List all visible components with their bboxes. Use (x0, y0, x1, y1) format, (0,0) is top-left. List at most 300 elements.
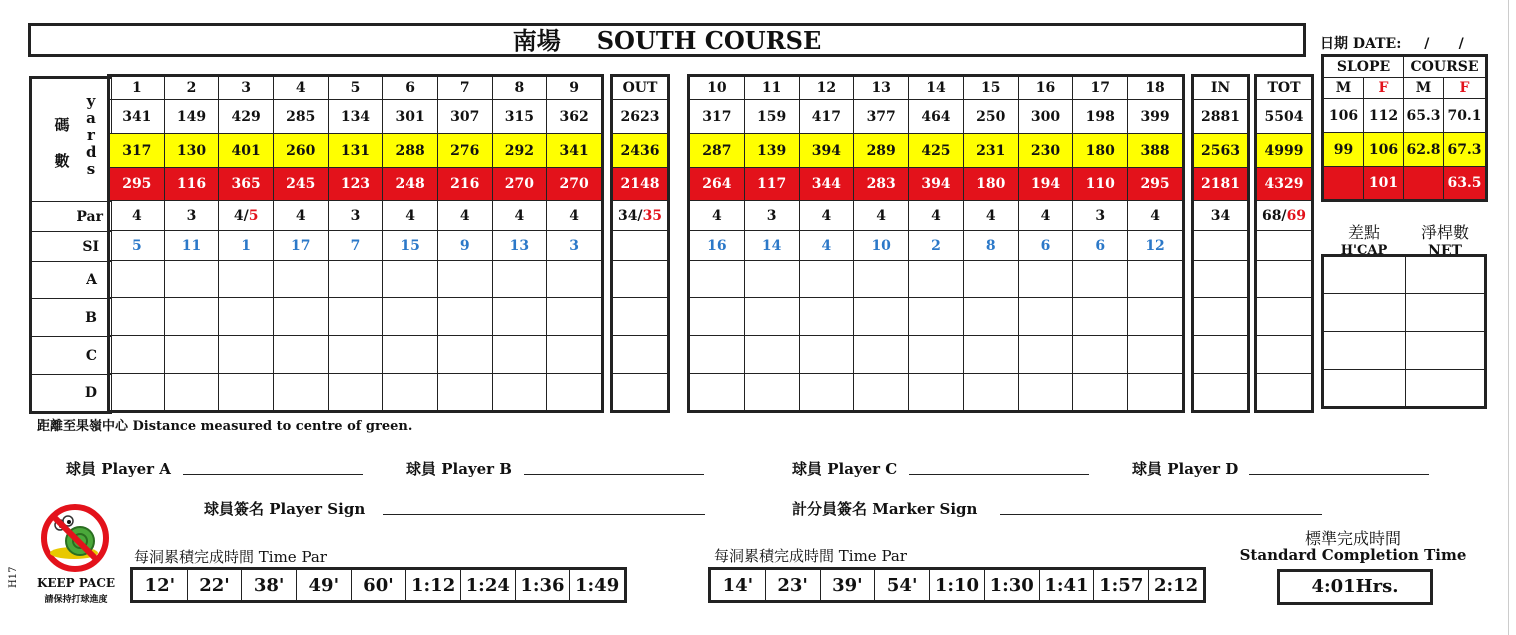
out-score-c[interactable] (613, 336, 668, 374)
par-9: 4 (547, 201, 602, 231)
score-a-hole-9[interactable] (547, 261, 602, 298)
si-8: 13 (492, 231, 547, 261)
out-score-b[interactable] (613, 298, 668, 336)
hole-number-9: 9 (547, 77, 602, 100)
keep-pace-text: KEEP PACE (36, 576, 116, 590)
red-yards-14: 394 (909, 168, 964, 201)
player-b-name-line[interactable] (524, 474, 704, 475)
score-b-hole-15[interactable] (963, 298, 1018, 336)
si-2: 11 (164, 231, 219, 261)
score-a-hole-1[interactable] (110, 261, 165, 298)
yellow-yards-8: 292 (492, 134, 547, 168)
si-18: 12 (1128, 231, 1183, 261)
score-c-hole-1[interactable] (110, 336, 165, 374)
score-d-hole-4[interactable] (273, 374, 328, 411)
title-en: SOUTH COURSE (596, 26, 822, 55)
score-b-hole-4[interactable] (273, 298, 328, 336)
in-score-c[interactable] (1194, 336, 1248, 374)
score-d-hole-14[interactable] (909, 374, 964, 411)
time-par-back-1: 14' (711, 570, 766, 601)
red-yards-13: 283 (854, 168, 909, 201)
si-9: 3 (547, 231, 602, 261)
score-c-hole-15[interactable] (963, 336, 1018, 374)
white-yards-13: 377 (854, 100, 909, 134)
tot-yellow: 4999 (1257, 134, 1312, 168)
rating-table (1323, 56, 1486, 200)
score-b-hole-14[interactable] (909, 298, 964, 336)
white-yards-7: 307 (437, 100, 492, 134)
course-header: COURSE (1404, 57, 1486, 78)
in-yellow: 2563 (1194, 134, 1248, 168)
red-yards-8: 270 (492, 168, 547, 201)
red-yards-7: 216 (437, 168, 492, 201)
in-red: 2181 (1194, 168, 1248, 201)
date-slashes: / / (1424, 36, 1464, 52)
red-yards-10: 264 (690, 168, 745, 201)
in-score-b[interactable] (1194, 298, 1248, 336)
slope-m-red (1324, 167, 1364, 200)
net-a-cell[interactable] (1406, 257, 1485, 294)
si-label: SI (31, 232, 112, 262)
red-yards-17: 110 (1073, 168, 1128, 201)
par-3 (219, 201, 274, 231)
hole-number-3: 3 (219, 77, 274, 100)
par-label: Par (31, 202, 112, 232)
time-par-back-label: 每洞累積完成時間 Time Par (714, 547, 907, 565)
tot-par-red: 69 (1286, 207, 1307, 224)
score-c-hole-4[interactable] (273, 336, 328, 374)
white-yards-3: 429 (219, 100, 274, 134)
white-yards-12: 417 (799, 100, 854, 134)
si-15: 8 (963, 231, 1018, 261)
hole-number-18: 18 (1128, 77, 1183, 100)
time-par-front-6: 1:12 (406, 570, 461, 601)
par-3-red: 5 (248, 207, 259, 224)
score-d-hole-10[interactable] (690, 374, 745, 411)
time-par-back-7: 1:41 (1039, 570, 1094, 601)
score-b-hole-1[interactable] (110, 298, 165, 336)
tot-par (1257, 201, 1312, 231)
score-d-hole-11[interactable] (744, 374, 799, 411)
player-c-label: C (31, 337, 112, 375)
yards-label-en: yards (86, 92, 97, 178)
red-yards-12: 344 (799, 168, 854, 201)
red-yards-2: 116 (164, 168, 219, 201)
red-yards-1: 295 (110, 168, 165, 201)
red-yards-15: 180 (963, 168, 1018, 201)
hcap-en: H'CAP (1340, 243, 1388, 258)
si-7: 9 (437, 231, 492, 261)
score-d-hole-16[interactable] (1018, 374, 1073, 411)
score-d-hole-8[interactable] (492, 374, 547, 411)
title-zh: 南場 (512, 26, 561, 55)
score-d-hole-18[interactable] (1128, 374, 1183, 411)
par-17: 3 (1073, 201, 1128, 231)
player-a-name-label: 球員 Player A (66, 460, 171, 478)
score-a-hole-5[interactable] (328, 261, 383, 298)
hole-number-6: 6 (383, 77, 438, 100)
score-c-hole-16[interactable] (1018, 336, 1073, 374)
score-b-hole-5[interactable] (328, 298, 383, 336)
time-par-front-3: 38' (242, 570, 297, 601)
slope-f-yellow: 106 (1364, 133, 1404, 167)
time-par-front-7: 1:24 (460, 570, 515, 601)
score-d-hole-5[interactable] (328, 374, 383, 411)
yellow-yards-10: 287 (690, 134, 745, 168)
yellow-yards-4: 260 (273, 134, 328, 168)
white-yards-2: 149 (164, 100, 219, 134)
marker-sign-line[interactable] (1000, 514, 1322, 515)
player-b-name-label: 球員 Player B (406, 460, 512, 478)
hcap-d-cell[interactable] (1324, 370, 1406, 407)
hole-number-17: 17 (1073, 77, 1128, 100)
time-par-front-table (132, 569, 625, 601)
net-b-cell[interactable] (1406, 294, 1485, 332)
score-b-hole-13[interactable] (854, 298, 909, 336)
score-b-hole-2[interactable] (164, 298, 219, 336)
front-nine-table (109, 76, 602, 411)
score-d-hole-15[interactable] (963, 374, 1018, 411)
score-b-hole-17[interactable] (1073, 298, 1128, 336)
slope-m-header: M (1324, 78, 1364, 99)
slope-header: SLOPE (1324, 57, 1404, 78)
hole-number-8: 8 (492, 77, 547, 100)
score-c-hole-3[interactable] (219, 336, 274, 374)
out-score-a[interactable] (613, 261, 668, 298)
red-yards-11: 117 (744, 168, 799, 201)
white-yards-9: 362 (547, 100, 602, 134)
tot-score-d[interactable] (1257, 374, 1312, 411)
time-par-back-5: 1:10 (930, 570, 985, 601)
yellow-yards-14: 425 (909, 134, 964, 168)
net-label (1405, 220, 1485, 259)
slope-f-header: F (1364, 78, 1404, 99)
si-5: 7 (328, 231, 383, 261)
net-zh: 淨桿數 (1420, 223, 1469, 242)
slope-f-white: 112 (1364, 99, 1404, 133)
hole-number-10: 10 (690, 77, 745, 100)
out-score-d[interactable] (613, 374, 668, 411)
out-header: OUT (613, 77, 668, 100)
tot-score-c[interactable] (1257, 336, 1312, 374)
red-yards-6: 248 (383, 168, 438, 201)
score-a-hole-4[interactable] (273, 261, 328, 298)
slope-f-red: 101 (1364, 167, 1404, 200)
score-d-hole-7[interactable] (437, 374, 492, 411)
score-b-hole-11[interactable] (744, 298, 799, 336)
hcap-a-cell[interactable] (1324, 257, 1406, 294)
par-4: 4 (273, 201, 328, 231)
player-sign-label: 球員簽名 Player Sign (204, 500, 366, 518)
par-13: 4 (854, 201, 909, 231)
par-10: 4 (690, 201, 745, 231)
in-par: 34 (1194, 201, 1248, 231)
score-d-hole-2[interactable] (164, 374, 219, 411)
hcap-c-cell[interactable] (1324, 332, 1406, 370)
course-m-header: M (1404, 78, 1444, 99)
white-yards-6: 301 (383, 100, 438, 134)
yellow-yards-9: 341 (547, 134, 602, 168)
white-yards-16: 300 (1018, 100, 1073, 134)
tot-red: 4329 (1257, 168, 1312, 201)
yellow-yards-17: 180 (1073, 134, 1128, 168)
course-f-yellow: 67.3 (1444, 133, 1486, 167)
tot-score-a[interactable] (1257, 261, 1312, 298)
par-8: 4 (492, 201, 547, 231)
tot-par-white: 68/ (1261, 207, 1287, 224)
hcap-zh: 差點 (1347, 223, 1380, 242)
score-a-hole-10[interactable] (690, 261, 745, 298)
slope-m-yellow: 99 (1324, 133, 1364, 167)
par-14: 4 (909, 201, 964, 231)
player-c-name-label: 球員 Player C (792, 460, 898, 478)
hcap-net-table (1323, 256, 1485, 407)
net-en: NET (1428, 243, 1462, 259)
score-c-hole-5[interactable] (328, 336, 383, 374)
player-c-name-line[interactable] (909, 474, 1089, 475)
white-yards-18: 399 (1128, 100, 1183, 134)
time-par-back-9: 2:12 (1149, 570, 1204, 601)
yellow-yards-7: 276 (437, 134, 492, 168)
hole-number-1: 1 (110, 77, 165, 100)
hole-number-16: 16 (1018, 77, 1073, 100)
std-time-value: 4:01Hrs. (1277, 569, 1433, 605)
white-yards-4: 285 (273, 100, 328, 134)
red-yards-9: 270 (547, 168, 602, 201)
score-b-hole-12[interactable] (799, 298, 854, 336)
score-a-hole-18[interactable] (1128, 261, 1183, 298)
score-c-hole-9[interactable] (547, 336, 602, 374)
red-yards-5: 123 (328, 168, 383, 201)
hole-number-4: 4 (273, 77, 328, 100)
player-d-name-line[interactable] (1249, 474, 1429, 475)
page-edge (1508, 0, 1509, 635)
time-par-front-8: 1:36 (515, 570, 570, 601)
time-par-back-table (710, 569, 1204, 601)
score-b-hole-3[interactable] (219, 298, 274, 336)
time-par-front-2: 22' (187, 570, 242, 601)
net-d-cell[interactable] (1406, 370, 1485, 407)
score-d-hole-17[interactable] (1073, 374, 1128, 411)
score-c-hole-7[interactable] (437, 336, 492, 374)
score-d-hole-3[interactable] (219, 374, 274, 411)
score-c-hole-8[interactable] (492, 336, 547, 374)
hcap-label (1323, 220, 1405, 258)
par-1: 4 (110, 201, 165, 231)
in-score-d[interactable] (1194, 374, 1248, 411)
score-d-hole-12[interactable] (799, 374, 854, 411)
si-13: 10 (854, 231, 909, 261)
score-a-hole-2[interactable] (164, 261, 219, 298)
tot-si (1257, 231, 1312, 261)
time-par-back-6: 1:30 (984, 570, 1039, 601)
score-b-hole-16[interactable] (1018, 298, 1073, 336)
par-5: 3 (328, 201, 383, 231)
in-white: 2881 (1194, 100, 1248, 134)
score-c-hole-12[interactable] (799, 336, 854, 374)
time-par-back-8: 1:57 (1094, 570, 1149, 601)
par-16: 4 (1018, 201, 1073, 231)
back-nine-table (689, 76, 1183, 411)
card-code: H17 (8, 566, 19, 588)
yellow-yards-3: 401 (219, 134, 274, 168)
player-b-label: B (31, 299, 112, 337)
date-field[interactable] (1320, 33, 1464, 53)
si-11: 14 (744, 231, 799, 261)
score-a-hole-11[interactable] (744, 261, 799, 298)
out-par (613, 201, 668, 231)
red-yards-18: 295 (1128, 168, 1183, 201)
par-12: 4 (799, 201, 854, 231)
score-a-hole-6[interactable] (383, 261, 438, 298)
tot-white: 5504 (1257, 100, 1312, 134)
score-c-hole-2[interactable] (164, 336, 219, 374)
white-yards-17: 198 (1073, 100, 1128, 134)
time-par-front-4: 49' (296, 570, 351, 601)
score-a-hole-14[interactable] (909, 261, 964, 298)
std-time-en: Standard Completion Time (1239, 546, 1467, 564)
score-c-hole-18[interactable] (1128, 336, 1183, 374)
course-m-white: 65.3 (1404, 99, 1444, 133)
yellow-yards-16: 230 (1018, 134, 1073, 168)
white-yards-10: 317 (690, 100, 745, 134)
par-3-white: 4/ (233, 207, 249, 224)
score-a-hole-8[interactable] (492, 261, 547, 298)
net-c-cell[interactable] (1406, 332, 1485, 370)
hcap-b-cell[interactable] (1324, 294, 1406, 332)
score-a-hole-13[interactable] (854, 261, 909, 298)
hole-number-2: 2 (164, 77, 219, 100)
in-header: IN (1194, 77, 1248, 100)
par-15: 4 (963, 201, 1018, 231)
hole-number-11: 11 (744, 77, 799, 100)
par-11: 3 (744, 201, 799, 231)
yellow-yards-11: 139 (744, 134, 799, 168)
score-b-hole-7[interactable] (437, 298, 492, 336)
red-yards-4: 245 (273, 168, 328, 201)
out-par-white: 34/ (617, 207, 643, 224)
course-f-header: F (1444, 78, 1486, 99)
score-c-hole-10[interactable] (690, 336, 745, 374)
score-a-hole-16[interactable] (1018, 261, 1073, 298)
std-time-zh: 標準完成時間 (1304, 529, 1401, 548)
player-d-name-label: 球員 Player D (1132, 460, 1239, 478)
snail-no-icon (40, 503, 110, 573)
marker-sign-label: 計分員簽名 Marker Sign (792, 500, 978, 518)
course-m-yellow: 62.8 (1404, 133, 1444, 167)
row-label-table (29, 76, 112, 414)
par-6: 4 (383, 201, 438, 231)
time-par-back-3: 39' (820, 570, 875, 601)
yellow-yards-6: 288 (383, 134, 438, 168)
score-d-hole-6[interactable] (383, 374, 438, 411)
time-par-front-label: 每洞累積完成時間 Time Par (134, 548, 327, 566)
in-total-table (1193, 76, 1248, 411)
score-c-hole-14[interactable] (909, 336, 964, 374)
score-c-hole-11[interactable] (744, 336, 799, 374)
white-yards-14: 464 (909, 100, 964, 134)
player-sign-line[interactable] (383, 514, 705, 515)
score-a-hole-7[interactable] (437, 261, 492, 298)
distance-note: 距離至果嶺中心 Distance measured to centre of green. (37, 419, 413, 434)
score-a-hole-17[interactable] (1073, 261, 1128, 298)
yellow-yards-18: 388 (1128, 134, 1183, 168)
player-a-name-line[interactable] (183, 474, 363, 475)
score-c-hole-6[interactable] (383, 336, 438, 374)
si-14: 2 (909, 231, 964, 261)
player-d-label: D (31, 375, 112, 413)
si-17: 6 (1073, 231, 1128, 261)
score-a-hole-3[interactable] (219, 261, 274, 298)
time-par-back-2: 23' (765, 570, 820, 601)
red-yards-3: 365 (219, 168, 274, 201)
date-label: 日期 DATE: (1320, 36, 1402, 52)
keep-pace-zh: 請保持打球進度 (44, 595, 108, 605)
time-par-front-1: 12' (133, 570, 188, 601)
si-12: 4 (799, 231, 854, 261)
score-d-hole-9[interactable] (547, 374, 602, 411)
hole-number-7: 7 (437, 77, 492, 100)
yards-label-zh: 碼數 (54, 116, 70, 170)
out-red: 2148 (613, 168, 668, 201)
si-3: 1 (219, 231, 274, 261)
score-a-hole-15[interactable] (963, 261, 1018, 298)
time-par-back-4: 54' (875, 570, 930, 601)
white-yards-5: 134 (328, 100, 383, 134)
hole-number-12: 12 (799, 77, 854, 100)
white-yards-8: 315 (492, 100, 547, 134)
yellow-yards-15: 231 (963, 134, 1018, 168)
yellow-yards-1: 317 (110, 134, 165, 168)
si-4: 17 (273, 231, 328, 261)
white-yards-1: 341 (110, 100, 165, 134)
score-b-hole-6[interactable] (383, 298, 438, 336)
time-par-front-5: 60' (351, 570, 406, 601)
score-c-hole-13[interactable] (854, 336, 909, 374)
course-m-red (1404, 167, 1444, 200)
course-f-red: 63.5 (1444, 167, 1486, 200)
par-18: 4 (1128, 201, 1183, 231)
hole-number-5: 5 (328, 77, 383, 100)
score-b-hole-10[interactable] (690, 298, 745, 336)
player-a-label: A (31, 262, 112, 299)
out-par-red: 35 (642, 207, 663, 224)
score-d-hole-1[interactable] (110, 374, 165, 411)
out-si (613, 231, 668, 261)
hole-number-13: 13 (854, 77, 909, 100)
in-score-a[interactable] (1194, 261, 1248, 298)
white-yards-15: 250 (963, 100, 1018, 134)
tot-score-b[interactable] (1257, 298, 1312, 336)
score-d-hole-13[interactable] (854, 374, 909, 411)
yellow-yards-12: 394 (799, 134, 854, 168)
si-6: 15 (383, 231, 438, 261)
score-a-hole-12[interactable] (799, 261, 854, 298)
tot-total-table (1256, 76, 1312, 411)
si-16: 6 (1018, 231, 1073, 261)
yards-label-cell (31, 78, 112, 202)
hole-number-14: 14 (909, 77, 964, 100)
score-b-hole-8[interactable] (492, 298, 547, 336)
course-f-white: 70.1 (1444, 99, 1486, 133)
score-b-hole-18[interactable] (1128, 298, 1183, 336)
red-yards-16: 194 (1018, 168, 1073, 201)
course-title (28, 23, 1306, 57)
score-c-hole-17[interactable] (1073, 336, 1128, 374)
in-si (1194, 231, 1248, 261)
score-b-hole-9[interactable] (547, 298, 602, 336)
out-white: 2623 (613, 100, 668, 134)
